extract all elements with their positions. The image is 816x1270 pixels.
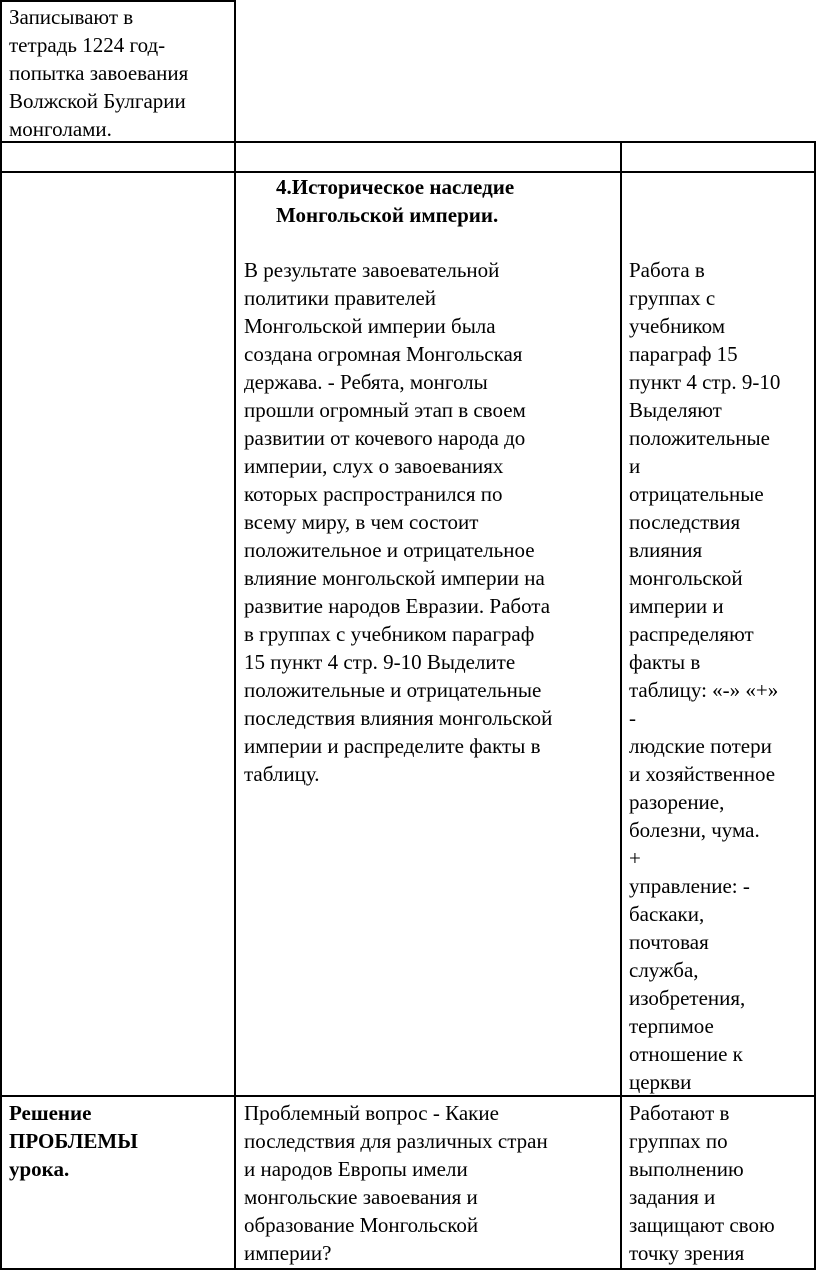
section-heading: 4.Историческое наследие Монгольской империи.	[276, 175, 515, 227]
row3-col3-text: Работа в группах с учебником параграф 15 пункт 4 стр. 9-10 Выделяют положительные и отрицательные последствия влияния монгольской империи и распределяют факты в таблицу: «-» «+» - людские потери и хозяйственное разорение, болезни, чума. + управление: - баскаки, почтовая служба, изобретения, терпимое отношение к церкви	[629, 258, 781, 1094]
row1-col1-text: Записывают в тетрадь 1224 год- попытка завоевания Волжской Булгарии монголами.	[9, 5, 189, 141]
row4-col2-text: Проблемный вопрос - Какие последствия для различных стран и народов Европы имели монгольские завоевания и образование Монгольской империи?	[244, 1101, 548, 1265]
table-border-top	[0, 0, 236, 2]
table-col-divider	[620, 141, 622, 1270]
row4-col1-text: Решение ПРОБЛЕМЫ урока.	[9, 1101, 138, 1181]
table-border-left	[0, 0, 2, 1270]
row4-col3-text: Работают в группах по выполнению задания и защищают свою точку зрения	[629, 1101, 775, 1265]
table-col-divider	[234, 0, 236, 1270]
row3-col2-text: В результате завоевательной политики правителей Монгольской империи была создана огромная Монгольская держава. - Ребята, монголы прошли огромный этап в своем развитии от кочевого народа до империи, слух о завоеваниях которых распространился по всему миру, в чем состоит положительное и отрицательное влияние монгольской империи на развитие народов Евразии. Работа в группах с учебником параграф 15 пункт 4 стр. 9-10 Выделите положительные и отрицательные последствия влияния монгольской империи и распределите факты в таблицу.	[244, 258, 553, 786]
